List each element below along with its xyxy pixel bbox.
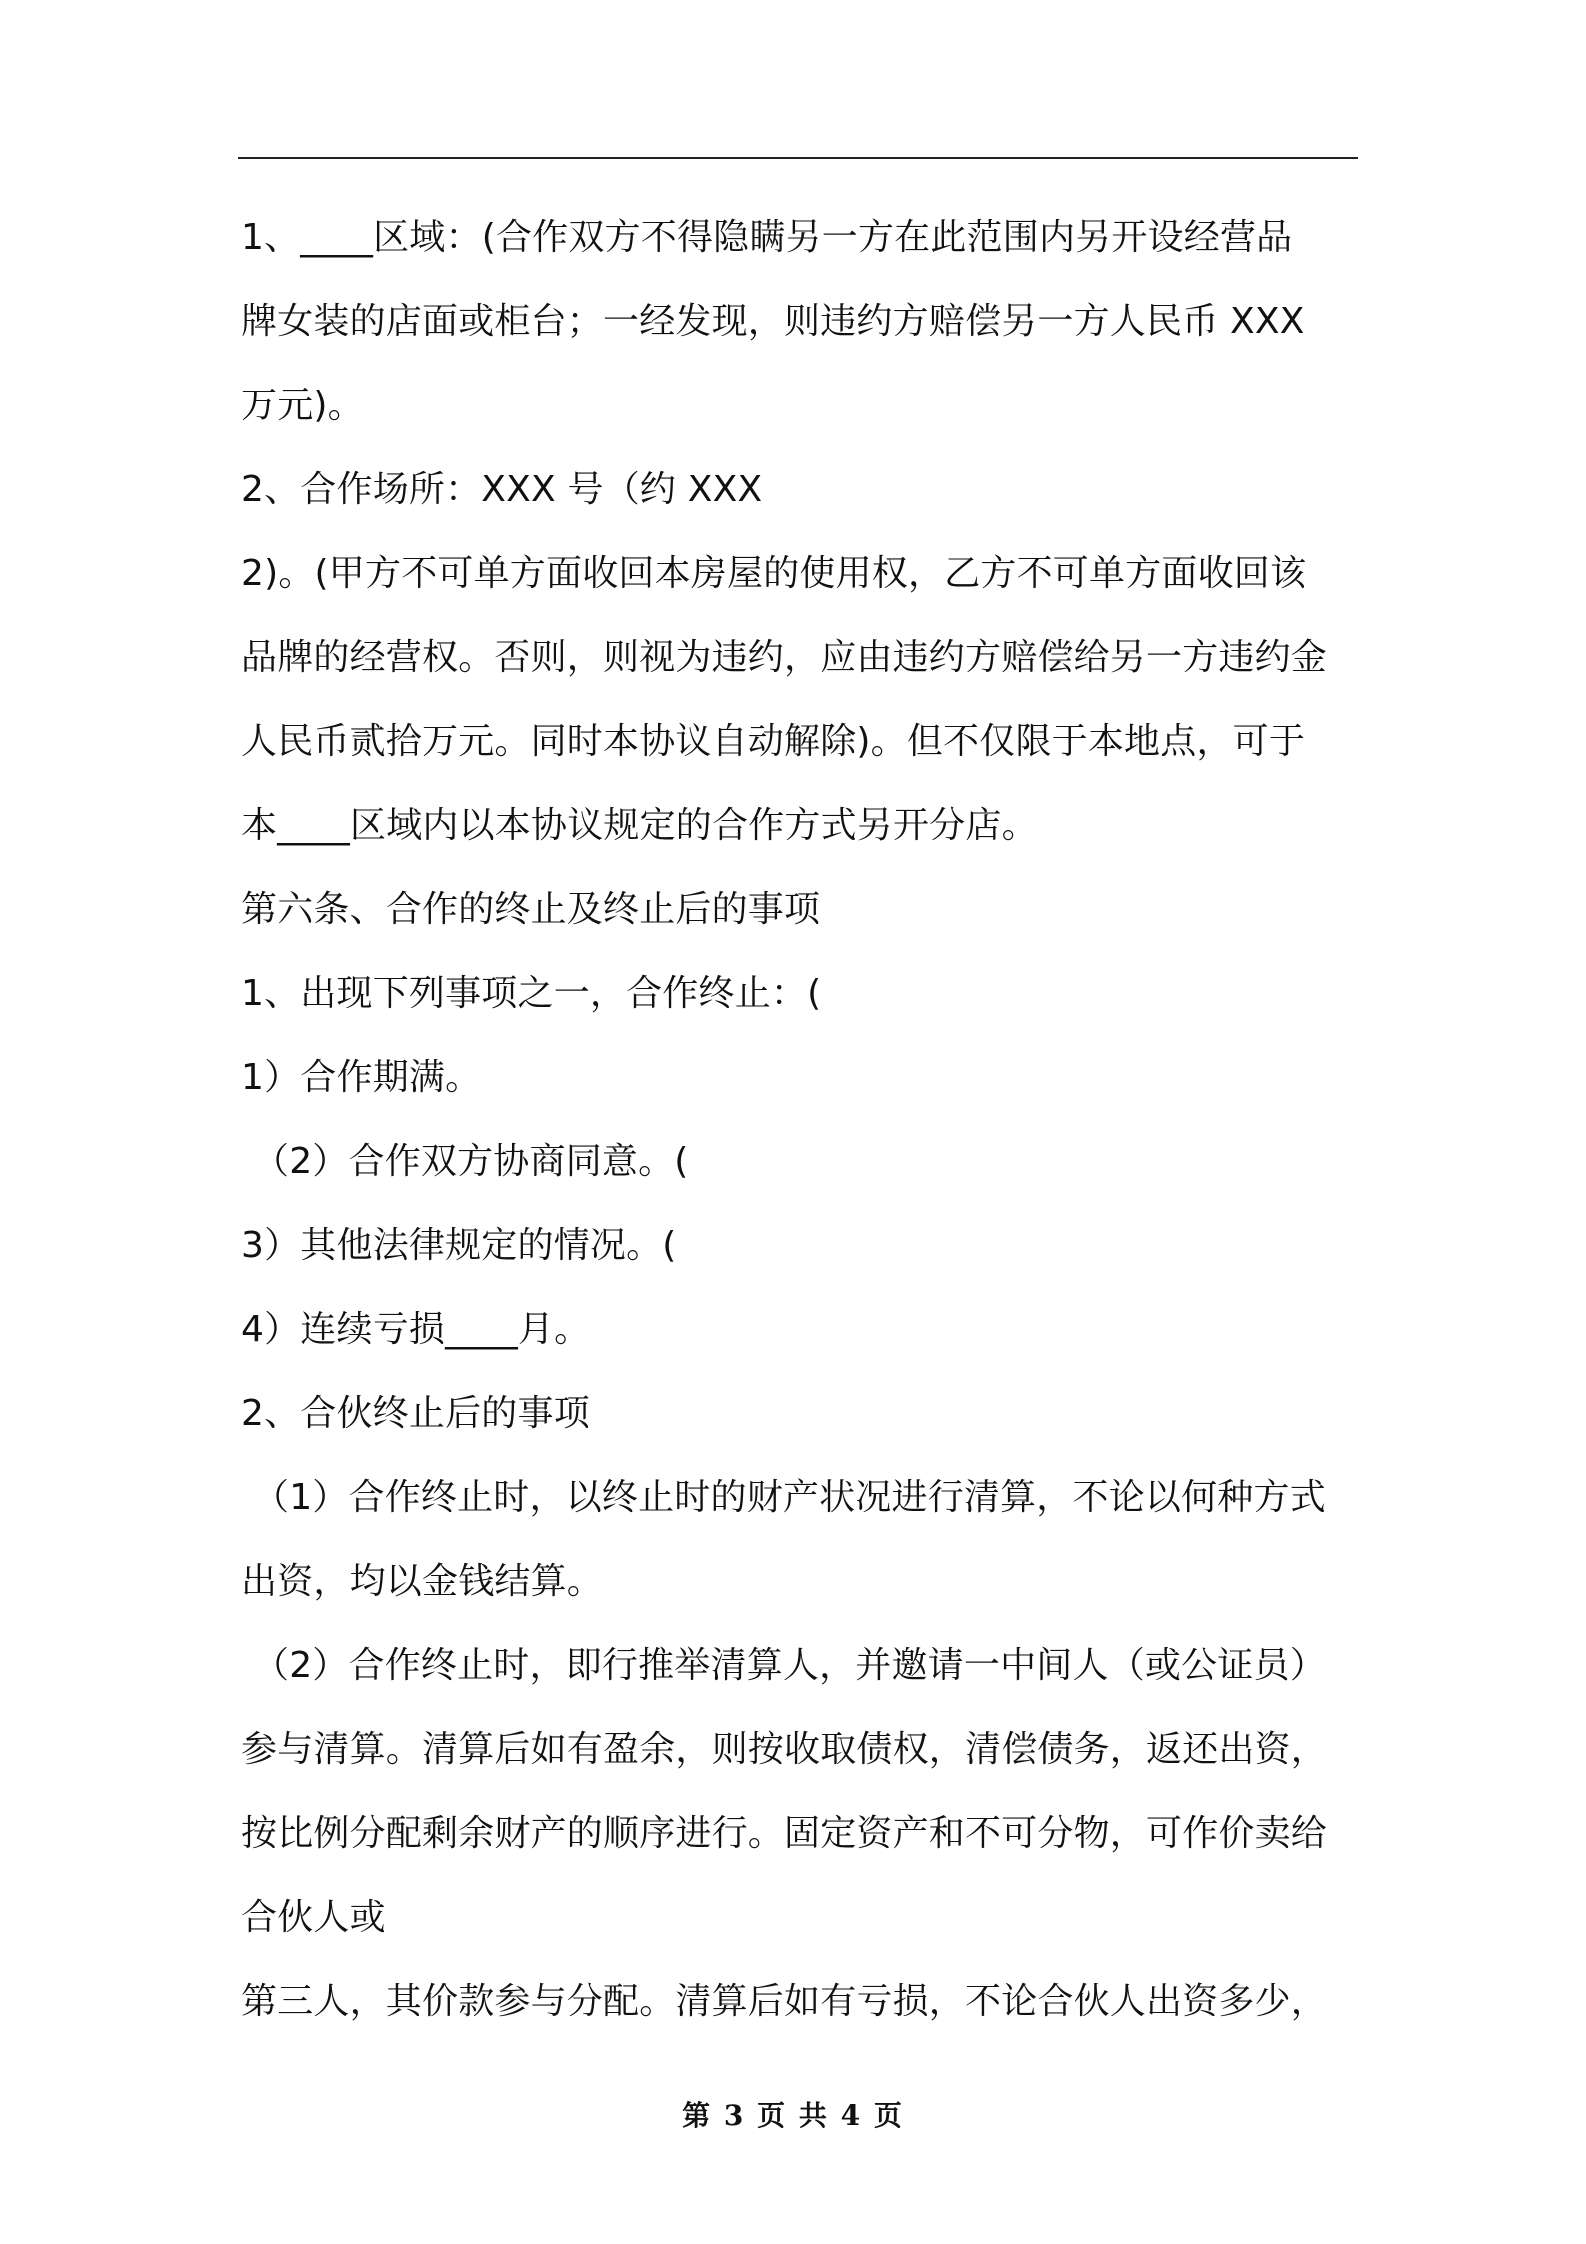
text-line: 2)。(甲方不可单方面收回本房屋的使用权，乙方不可单方面收回该 (241, 553, 1307, 594)
text-line: 人民币贰拾万元。同时本协议自动解除)。但不仅限于本地点，可于 (241, 721, 1306, 762)
page-number-footer: 第 3 页 共 4 页 (682, 2099, 904, 2132)
text-line: 万元)。 (241, 385, 364, 426)
text-line: 本____区域内以本协议规定的合作方式另开分店。 (241, 805, 1038, 846)
list-item: （2）合作终止时，即行推举清算人，并邀请一中间人（或公证员） (253, 1645, 1326, 1686)
text-line: 合伙人或 (241, 1897, 386, 1938)
header-rule (238, 157, 1358, 159)
list-item: 1）合作期满。 (241, 1057, 482, 1098)
list-item: （2）合作双方协商同意。( (253, 1141, 689, 1182)
text-line: 2、合作场所：XXX 号（约 XXX (241, 469, 763, 510)
text-line: 1、____区域：(合作双方不得隐瞒另一方在此范围内另开设经营品 (241, 217, 1293, 258)
text-line: 参与清算。清算后如有盈余，则按收取债权，清偿债务，返还出资， (241, 1729, 1328, 1770)
text-line: 1、出现下列事项之一，合作终止：( (241, 973, 822, 1014)
text-line: 第三人，其价款参与分配。清算后如有亏损，不论合伙人出资多少， (241, 1981, 1328, 2022)
list-item: （1）合作终止时，以终止时的财产状况进行清算，不论以何种方式 (253, 1477, 1326, 1518)
text-line: 按比例分配剩余财产的顺序进行。固定资产和不可分物，可作价卖给 (241, 1813, 1328, 1854)
list-item: 4）连续亏损____月。 (241, 1309, 591, 1350)
list-item: 3）其他法律规定的情况。( (241, 1225, 677, 1266)
text-line: 出资，均以金钱结算。 (241, 1561, 604, 1602)
document-body (241, 196, 1357, 2044)
section-heading: 第六条、合作的终止及终止后的事项 (241, 889, 821, 930)
text-line: 牌女装的店面或柜台；一经发现，则违约方赔偿另一方人民币 XXX (241, 301, 1305, 342)
text-line: 2、合伙终止后的事项 (241, 1393, 590, 1434)
text-line: 品牌的经营权。否则，则视为违约，应由违约方赔偿给另一方违约金 (241, 637, 1328, 678)
